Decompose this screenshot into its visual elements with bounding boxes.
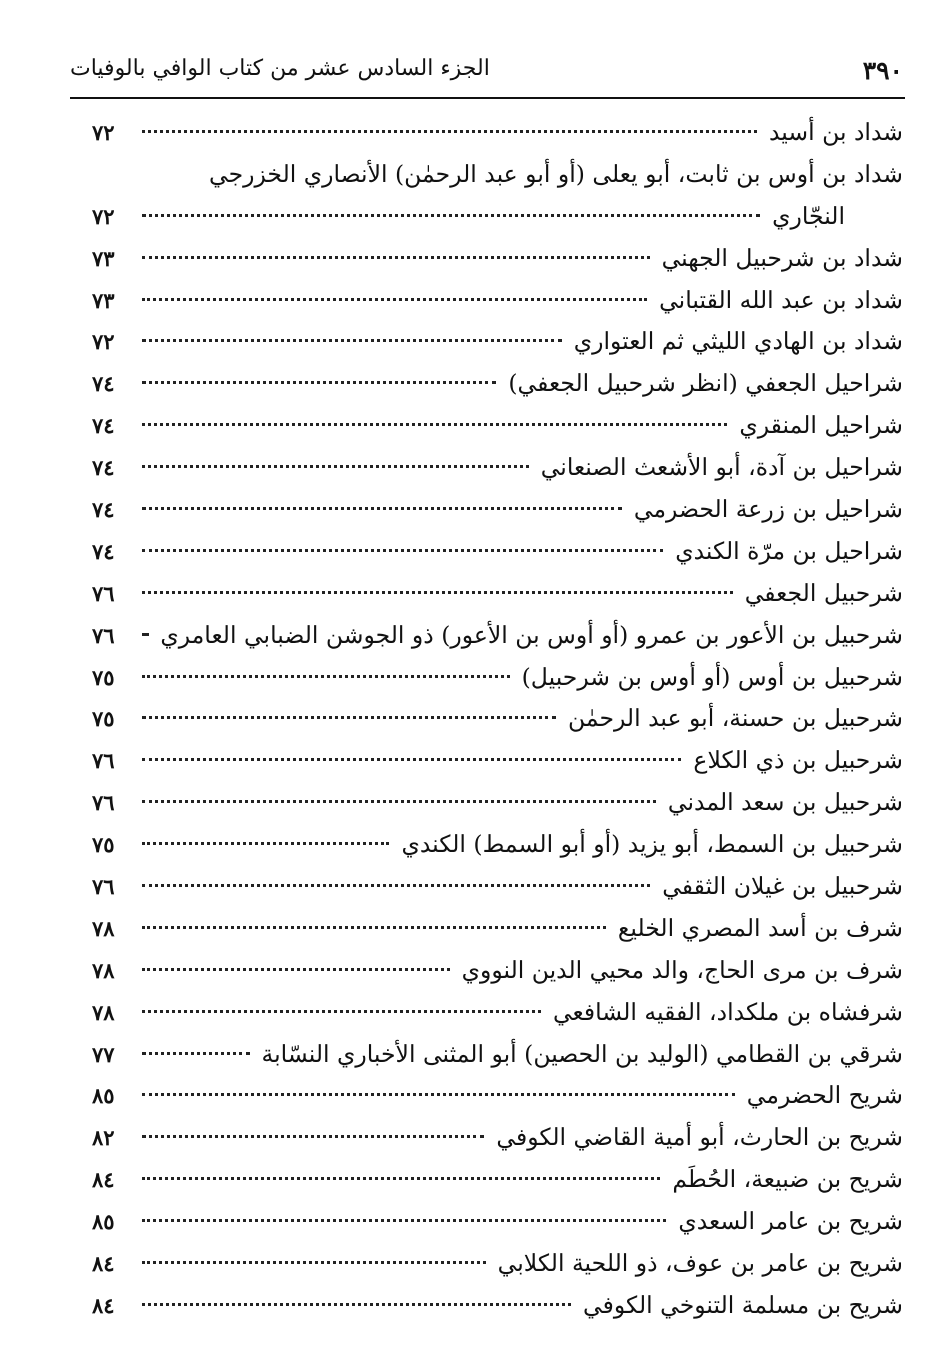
entry-name: شرحبيل بن حسنة، أبو عبد الرحمٰن [567,704,903,733]
entry-name: شرفشاه بن ملكداد، الفقيه الشافعي [552,997,903,1026]
index-entry [92,1034,903,1076]
index-entry [92,782,903,824]
index-entry [92,615,903,657]
entry-name: النجّاري [772,201,845,230]
page-number: ٣٩٠ [862,56,903,85]
entry-name: شريح بن الحارث، أبو أمية القاضي الكوفي [496,1123,903,1152]
dot-leader [142,591,733,594]
index-entry [92,531,903,573]
index-entry [92,489,903,531]
entry-page: ٧٥ [92,706,115,732]
index-entry [92,573,903,615]
index-entry [92,196,903,238]
dot-leader [142,423,727,426]
index-entry [92,280,903,322]
entry-page: ٧٣ [92,245,115,271]
entry-name: شرحبيل بن سعد المدني [667,788,903,817]
entry-name: شريح بن ضبيعة، الحُطَم [672,1165,903,1194]
dot-leader [142,675,510,678]
entry-page: ٧٥ [92,832,115,858]
dot-leader [142,339,562,342]
dot-leader [142,507,622,510]
entry-page: ٧٤ [92,538,115,564]
entry-page: ٧٦ [92,874,115,900]
entry-name: شريح بن عامر السعدي [678,1207,903,1236]
dot-leader [142,1261,486,1264]
entry-page: ٧٤ [92,497,115,523]
entry-name: شداد بن عبد الله القتباني [659,285,903,314]
entry-page: ٨٢ [92,1125,115,1151]
entry-name: شداد بن شرحبيل الجهني [661,243,903,272]
dot-leader [142,298,647,301]
entry-page: ٧٦ [92,790,115,816]
entry-name: شرحبيل بن أوس (أو أوس بن شرحبيل) [521,662,903,691]
entry-page: ٨٤ [92,1167,115,1193]
index-entry [92,238,903,280]
entry-name: شداد بن أسيد [768,118,903,146]
entry-page: ٨٤ [92,1292,115,1318]
entry-name: شريح بن عامر بن عوف، ذو اللحية الكلابي [497,1249,903,1278]
index-entry [92,1159,903,1201]
dot-leader [142,800,656,803]
entry-name: شريح الحضرمي [746,1081,903,1110]
dot-leader [142,633,148,636]
index-entry [92,657,903,699]
index-entry [92,1285,903,1327]
dot-leader [142,842,389,845]
header-rule [70,97,905,99]
entry-page: ٧٦ [92,580,115,606]
entry-name: شرحبيل الجعفي [744,578,903,607]
index-entry [92,1075,903,1117]
index-entry [92,1201,903,1243]
entry-name: شرحبيل بن الأعور بن عمرو (أو أوس بن الأعور) ذو الجوشن الضبابي العامري [160,620,903,649]
entry-page: ٧٨ [92,915,115,941]
entry-page: ٧٢ [92,329,115,355]
entry-page: ٧٢ [92,120,115,145]
dot-leader [142,549,663,552]
index-entry [92,1243,903,1285]
index-entry [92,908,903,950]
dot-leader [142,1177,660,1180]
dot-leader [142,465,529,468]
entry-page: ٧٦ [92,622,115,648]
entry-page: ٧٤ [92,455,115,481]
entry-name: شرف بن أسد المصري الخليع [617,913,903,942]
index-entry [92,363,903,405]
dot-leader [142,214,760,217]
index-entry [92,447,903,489]
dot-leader [142,1052,250,1055]
index-entry [92,992,903,1034]
running-title: الجزء السادس عشر من كتاب الوافي بالوفيات [70,56,490,81]
dot-leader [142,381,496,384]
entry-page: ٧٦ [92,748,115,774]
entry-page: ٧٢ [92,203,115,229]
index-entry [92,112,903,154]
dot-leader [142,968,450,971]
dot-leader [142,1135,484,1138]
entry-name: شراحيل الجعفي (انظر شرحبيل الجعفي) [508,369,903,398]
dot-leader [142,130,757,133]
entry-page: ٧٨ [92,999,115,1025]
index-entry [92,866,903,908]
entry-page: ٧٨ [92,957,115,983]
index-entry [92,740,903,782]
index-entry [92,698,903,740]
index-entry [92,321,903,363]
entry-page: ٧٤ [92,371,115,397]
index-entry [92,950,903,992]
entry-name: شرحبيل بن ذي الكلاع [693,746,903,775]
entry-name: شريح بن مسلمة التنوخي الكوفي [583,1290,903,1319]
entry-name: شراحيل بن زرعة الحضرمي [633,495,903,524]
entry-page: ٧٥ [92,664,115,690]
entry-page: ٧٧ [92,1041,115,1067]
entry-name: شداد بن أوس بن ثابت، أبو يعلى (أو أبو عبد الرحمٰن) الأنصاري الخزرجي [208,159,903,188]
entry-page: ٨٤ [92,1251,115,1277]
dot-leader [142,1303,571,1306]
dot-leader [142,1010,541,1013]
dot-leader [142,1219,666,1222]
entry-page: ٨٥ [92,1209,115,1235]
entry-name: شداد بن الهادي الليثي ثم العتواري [573,327,903,356]
index-entry [92,154,903,196]
entry-name: شرحبيل بن غيلان الثقفي [662,872,903,901]
dot-leader [142,758,681,761]
page-header [70,52,903,96]
dot-leader [142,926,606,929]
index-entry [92,824,903,866]
index-entry [92,405,903,447]
index-entry [92,1117,903,1159]
dot-leader [142,1093,735,1096]
entry-name: شراحيل بن مرّة الكندي [675,536,903,565]
index-list [92,112,903,1327]
dot-leader [142,716,556,719]
dot-leader [142,884,650,887]
entry-name: شرحبيل بن السمط، أبو يزيد (أو أبو السمط) الكندي [401,830,903,859]
entry-page: ٧٤ [92,413,115,439]
entry-name: شراحيل المنقري [739,411,903,440]
entry-name: شرف بن مرى الحاج، والد محيي الدين النووي [461,955,903,984]
entry-page: ٨٥ [92,1083,115,1109]
entry-name: شرقي بن القطامي (الوليد بن الحصين) أبو المثنى الأخباري النسّابة [261,1039,903,1068]
entry-page: ٧٣ [92,287,115,313]
dot-leader [142,256,650,259]
entry-name: شراحيل بن آدة، أبو الأشعث الصنعاني [540,453,903,482]
